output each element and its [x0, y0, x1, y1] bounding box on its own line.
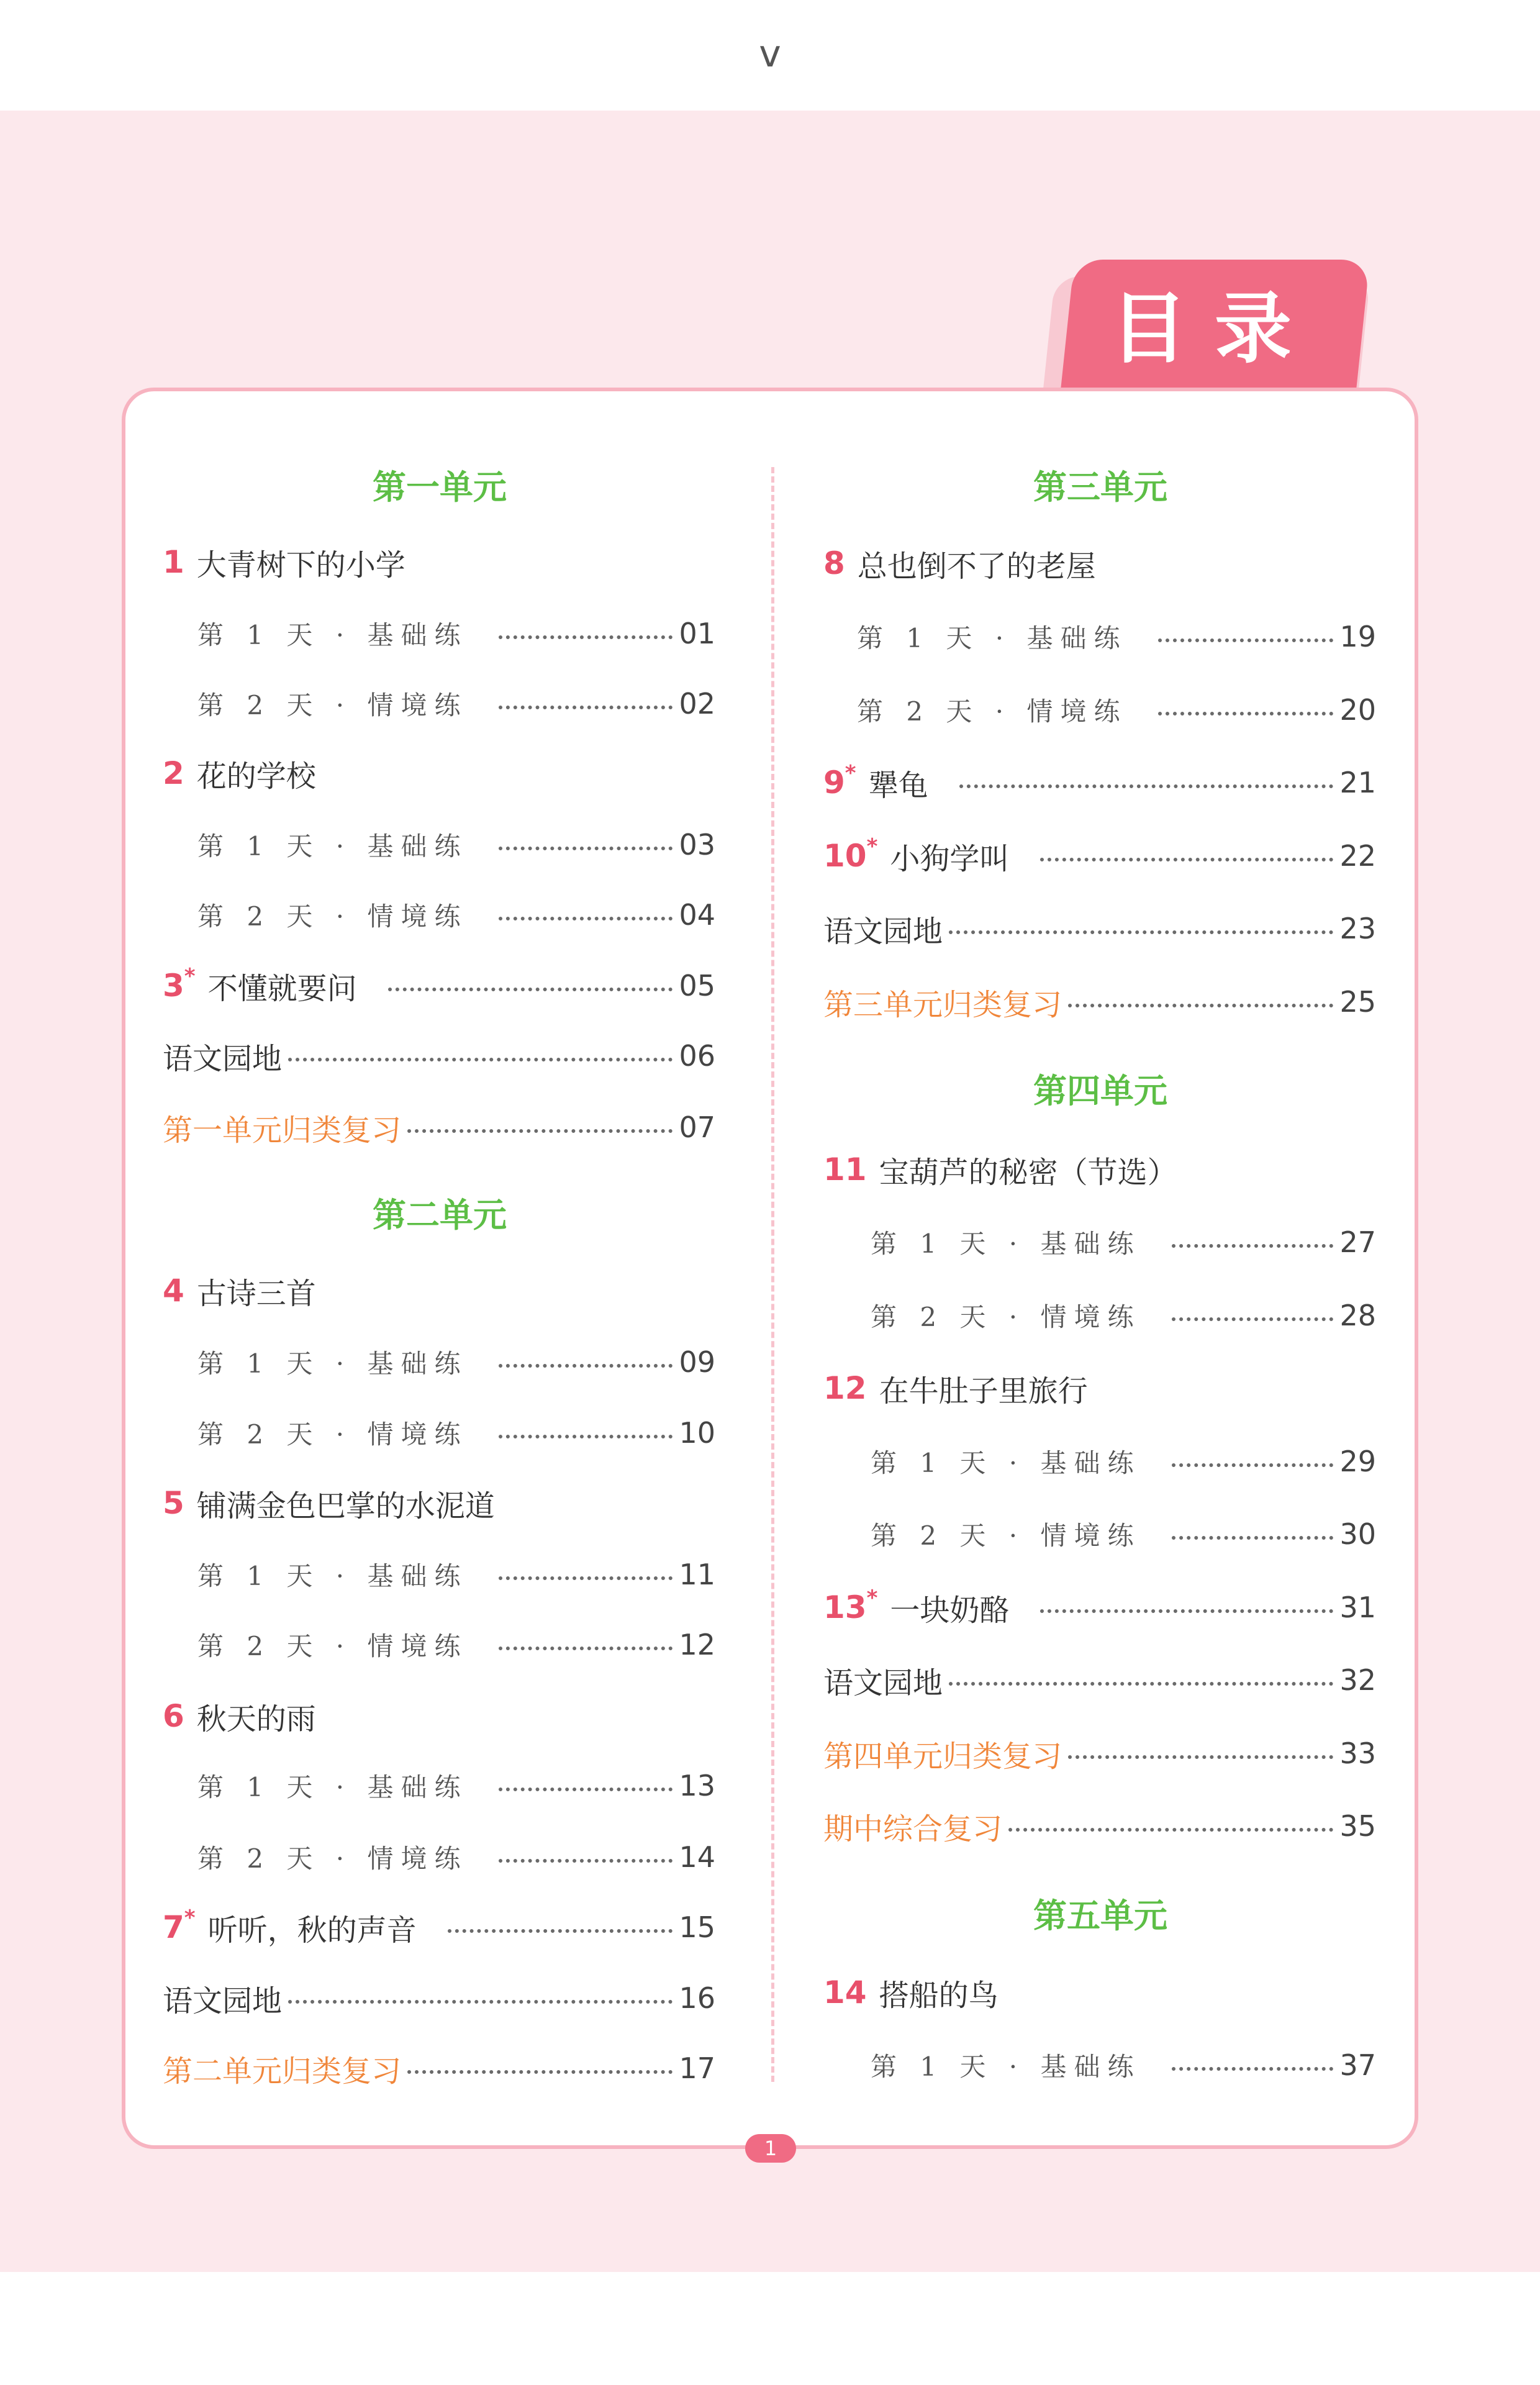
lesson-number	[823, 1974, 867, 2010]
section-label: 语文园地	[823, 914, 943, 949]
lesson-number-text: 12	[823, 1370, 867, 1406]
page-number: 15	[679, 1910, 715, 1944]
practice-entry[interactable]	[871, 1506, 1376, 1562]
lesson-title: 不懂就要问	[207, 971, 357, 1006]
optional-star: *	[866, 1586, 878, 1610]
practice-entry[interactable]	[197, 887, 715, 943]
lesson-number	[163, 1698, 184, 1734]
page-number: 14	[679, 1840, 715, 1874]
lesson-header[interactable]	[163, 745, 715, 801]
leader-dots	[949, 1682, 1333, 1686]
lesson-header[interactable]	[823, 535, 1376, 591]
practice-entry[interactable]	[197, 1547, 715, 1602]
review-label: 第一单元归类复习	[163, 1112, 402, 1148]
leader-dots	[1040, 858, 1333, 861]
page-number: 23	[1339, 912, 1376, 945]
lesson-number-text: 4	[163, 1273, 184, 1309]
leader-dots	[407, 2070, 673, 2074]
lesson-number-text: 2	[163, 755, 184, 791]
lesson-title: 古诗三首	[196, 1276, 316, 1311]
practice-label: 第 2 天 · 情境练	[197, 901, 468, 932]
leader-dots	[288, 1058, 673, 1061]
practice-entry[interactable]	[871, 1288, 1376, 1343]
practice-label: 第 1 天 · 基础练	[871, 1229, 1141, 1259]
page-number: 10	[679, 1416, 715, 1450]
leader-dots	[1172, 1536, 1333, 1540]
unit-heading: 第三单元	[1033, 468, 1167, 507]
leader-dots	[499, 847, 673, 850]
leader-dots	[388, 988, 673, 991]
bottom-margin	[0, 2272, 1540, 2385]
page-number: 17	[679, 2051, 715, 2085]
review-label: 第三单元归类复习	[823, 987, 1062, 1022]
page-number: 07	[679, 1111, 715, 1144]
lesson-number	[163, 755, 184, 791]
lesson-header[interactable]	[163, 1263, 715, 1319]
lesson-number	[823, 1586, 878, 1625]
lesson-number	[823, 834, 878, 874]
lesson-title: 搭船的鸟	[879, 1978, 999, 2013]
practice-entry[interactable]	[197, 1758, 715, 1814]
lesson-title: 大青树下的小学	[196, 547, 405, 583]
practice-entry[interactable]	[871, 1433, 1376, 1489]
page-number: 21	[1339, 766, 1376, 799]
practice-label: 第 1 天 · 基础练	[871, 2051, 1141, 2082]
lesson-number	[823, 545, 845, 581]
practice-entry[interactable]	[871, 2037, 1376, 2093]
practice-label: 第 2 天 · 情境练	[871, 1520, 1141, 1551]
leader-dots	[499, 635, 673, 639]
lesson-number-text: 11	[823, 1152, 867, 1188]
page-number: 30	[1339, 1517, 1376, 1551]
toc-entry[interactable]	[823, 901, 1376, 956]
lesson-title: 铺满金色巴掌的水泥道	[196, 1488, 495, 1524]
section-label: 语文园地	[823, 1665, 943, 1701]
lesson-number-text: 8	[823, 545, 845, 581]
lesson-number-text: 3	[163, 968, 184, 1004]
page-number: 28	[1339, 1299, 1376, 1332]
leader-dots	[499, 1788, 673, 1791]
leader-dots	[499, 1435, 673, 1438]
review-entry[interactable]	[163, 1099, 715, 1155]
top-bar	[0, 0, 1540, 111]
lesson-title: 小狗学叫	[890, 841, 1010, 876]
lesson-header[interactable]	[163, 534, 715, 590]
unit-heading: 第一单元	[373, 468, 507, 507]
practice-label: 第 1 天 · 基础练	[871, 1448, 1141, 1478]
page-number: 02	[679, 687, 715, 720]
page-number: 20	[1339, 693, 1376, 727]
leader-dots	[1158, 712, 1333, 716]
page-number: 29	[1339, 1445, 1376, 1478]
page-number: 31	[1339, 1591, 1376, 1624]
lesson-number	[163, 544, 184, 580]
leader-dots	[1158, 638, 1333, 642]
page-number: 16	[679, 1981, 715, 2015]
page-number: 04	[679, 898, 715, 932]
lesson-number-text: 6	[163, 1698, 184, 1734]
practice-entry[interactable]	[197, 606, 715, 661]
review-label: 第二单元归类复习	[163, 2053, 402, 2089]
lesson-number	[823, 1152, 867, 1188]
leader-dots	[448, 1929, 673, 1933]
leader-dots	[959, 784, 1334, 788]
review-entry[interactable]	[163, 2040, 715, 2096]
page-number: 03	[679, 828, 715, 861]
leader-dots	[499, 1859, 673, 1863]
lesson-header[interactable]	[823, 1965, 1376, 2020]
lesson-title: 犟龟	[868, 768, 928, 803]
leader-dots	[1172, 1463, 1333, 1467]
toc-entry[interactable]	[163, 958, 715, 1014]
lesson-number	[163, 1906, 196, 1945]
page-number: 11	[679, 1558, 715, 1591]
leader-dots	[407, 1129, 673, 1133]
toc-entry[interactable]	[163, 1970, 715, 2026]
page-number: 27	[1339, 1225, 1376, 1259]
review-entry[interactable]	[823, 974, 1376, 1030]
review-entry[interactable]	[823, 1798, 1376, 1854]
page-title: 目录	[1110, 284, 1319, 374]
leader-dots	[1008, 1828, 1333, 1832]
lesson-header[interactable]	[163, 1688, 715, 1744]
page-number: 09	[679, 1345, 715, 1379]
leader-dots	[949, 930, 1333, 934]
lesson-number	[823, 761, 856, 801]
practice-label: 第 1 天 · 基础练	[197, 620, 468, 650]
page-number: 12	[679, 1628, 715, 1661]
page-number: 35	[1339, 1809, 1376, 1843]
lesson-title: 花的学校	[196, 758, 316, 794]
lesson-title: 听听，秋的声音	[207, 1912, 417, 1948]
lesson-number	[823, 1370, 867, 1406]
page-number: 19	[1339, 620, 1376, 653]
unit-heading: 第五单元	[1033, 1896, 1167, 1935]
lesson-title: 在牛肚子里旅行	[879, 1373, 1088, 1409]
practice-entry[interactable]	[197, 1405, 715, 1461]
practice-label: 第 1 天 · 基础练	[197, 1772, 468, 1802]
leader-dots	[1068, 1004, 1333, 1007]
page-number: 33	[1339, 1737, 1376, 1770]
leader-dots	[499, 917, 673, 920]
page-number: 32	[1339, 1663, 1376, 1697]
leader-dots	[1172, 1244, 1333, 1248]
section-label: 语文园地	[163, 1983, 283, 2019]
practice-entry[interactable]	[197, 1334, 715, 1390]
review-label: 第四单元归类复习	[823, 1738, 1062, 1774]
optional-star: *	[866, 834, 878, 859]
practice-label: 第 2 天 · 情境练	[197, 1419, 468, 1450]
section-label: 语文园地	[163, 1041, 283, 1076]
lesson-title: 秋天的雨	[196, 1701, 316, 1737]
practice-entry[interactable]	[197, 817, 715, 873]
toc-entry[interactable]	[823, 755, 1376, 811]
page-number: 37	[1339, 2048, 1376, 2082]
lesson-title: 宝葫芦的秘密（节选）	[879, 1155, 1177, 1190]
lesson-number-text: 5	[163, 1485, 184, 1521]
lesson-number-text: 9	[823, 765, 845, 801]
lesson-header[interactable]	[823, 1360, 1376, 1416]
lesson-number-text: 1	[163, 544, 184, 580]
toc-entry[interactable]	[823, 828, 1376, 884]
practice-label: 第 2 天 · 情境练	[197, 1631, 468, 1661]
leader-dots	[499, 1647, 673, 1650]
toc-entry[interactable]	[823, 1579, 1376, 1635]
lesson-number	[163, 964, 196, 1004]
lesson-number-text: 13	[823, 1589, 867, 1625]
review-label: 期中综合复习	[823, 1811, 1003, 1847]
lesson-title: 总也倒不了的老屋	[857, 548, 1096, 584]
column-divider	[771, 467, 774, 2082]
practice-label: 第 2 天 · 情境练	[871, 1302, 1141, 1332]
practice-entry[interactable]	[197, 1829, 715, 1885]
unit-heading: 第四单元	[1033, 1071, 1167, 1111]
page-number: 06	[679, 1039, 715, 1073]
practice-entry[interactable]	[197, 1617, 715, 1673]
toc-entry[interactable]	[163, 1899, 715, 1955]
page-number: 13	[679, 1769, 715, 1802]
lesson-number	[163, 1273, 184, 1309]
practice-label: 第 2 天 · 情境练	[197, 690, 468, 720]
lesson-header[interactable]	[823, 1142, 1376, 1197]
leader-dots	[1172, 1317, 1333, 1321]
leader-dots	[499, 1576, 673, 1580]
toc-entry[interactable]	[163, 1028, 715, 1084]
practice-label: 第 1 天 · 基础练	[857, 623, 1128, 653]
leader-dots	[288, 2000, 673, 2004]
unit-heading: 第二单元	[373, 1196, 507, 1235]
page-number: 25	[1339, 985, 1376, 1019]
lesson-number-text: 10	[823, 838, 867, 874]
practice-label: 第 2 天 · 情境练	[857, 696, 1128, 727]
page-number: 05	[679, 969, 715, 1002]
page-number: 22	[1339, 839, 1376, 873]
leader-dots	[1068, 1755, 1333, 1759]
review-entry[interactable]	[823, 1725, 1376, 1781]
optional-star: *	[184, 1906, 196, 1930]
leader-dots	[499, 706, 673, 709]
practice-label: 第 1 天 · 基础练	[197, 831, 468, 861]
practice-entry[interactable]	[857, 609, 1376, 665]
practice-label: 第 1 天 · 基础练	[197, 1348, 468, 1379]
optional-star: *	[184, 964, 196, 989]
practice-entry[interactable]	[857, 682, 1376, 738]
lesson-number-text: 7	[163, 1909, 184, 1945]
toc-entry[interactable]	[823, 1652, 1376, 1708]
chevron-down-icon[interactable]: v	[759, 32, 781, 76]
lesson-number	[163, 1485, 184, 1521]
practice-label: 第 2 天 · 情境练	[197, 1843, 468, 1874]
lesson-header[interactable]	[163, 1475, 715, 1531]
page-number-badge: 1	[745, 2134, 796, 2163]
practice-label: 第 1 天 · 基础练	[197, 1561, 468, 1591]
page-number: 01	[679, 617, 715, 650]
practice-entry[interactable]	[197, 676, 715, 732]
practice-entry[interactable]	[871, 1214, 1376, 1270]
optional-star: *	[845, 761, 856, 786]
lesson-number-text: 14	[823, 1974, 867, 2010]
leader-dots	[1172, 2067, 1333, 2071]
lesson-title: 一块奶酪	[890, 1592, 1010, 1628]
leader-dots	[1040, 1609, 1333, 1613]
leader-dots	[499, 1364, 673, 1368]
